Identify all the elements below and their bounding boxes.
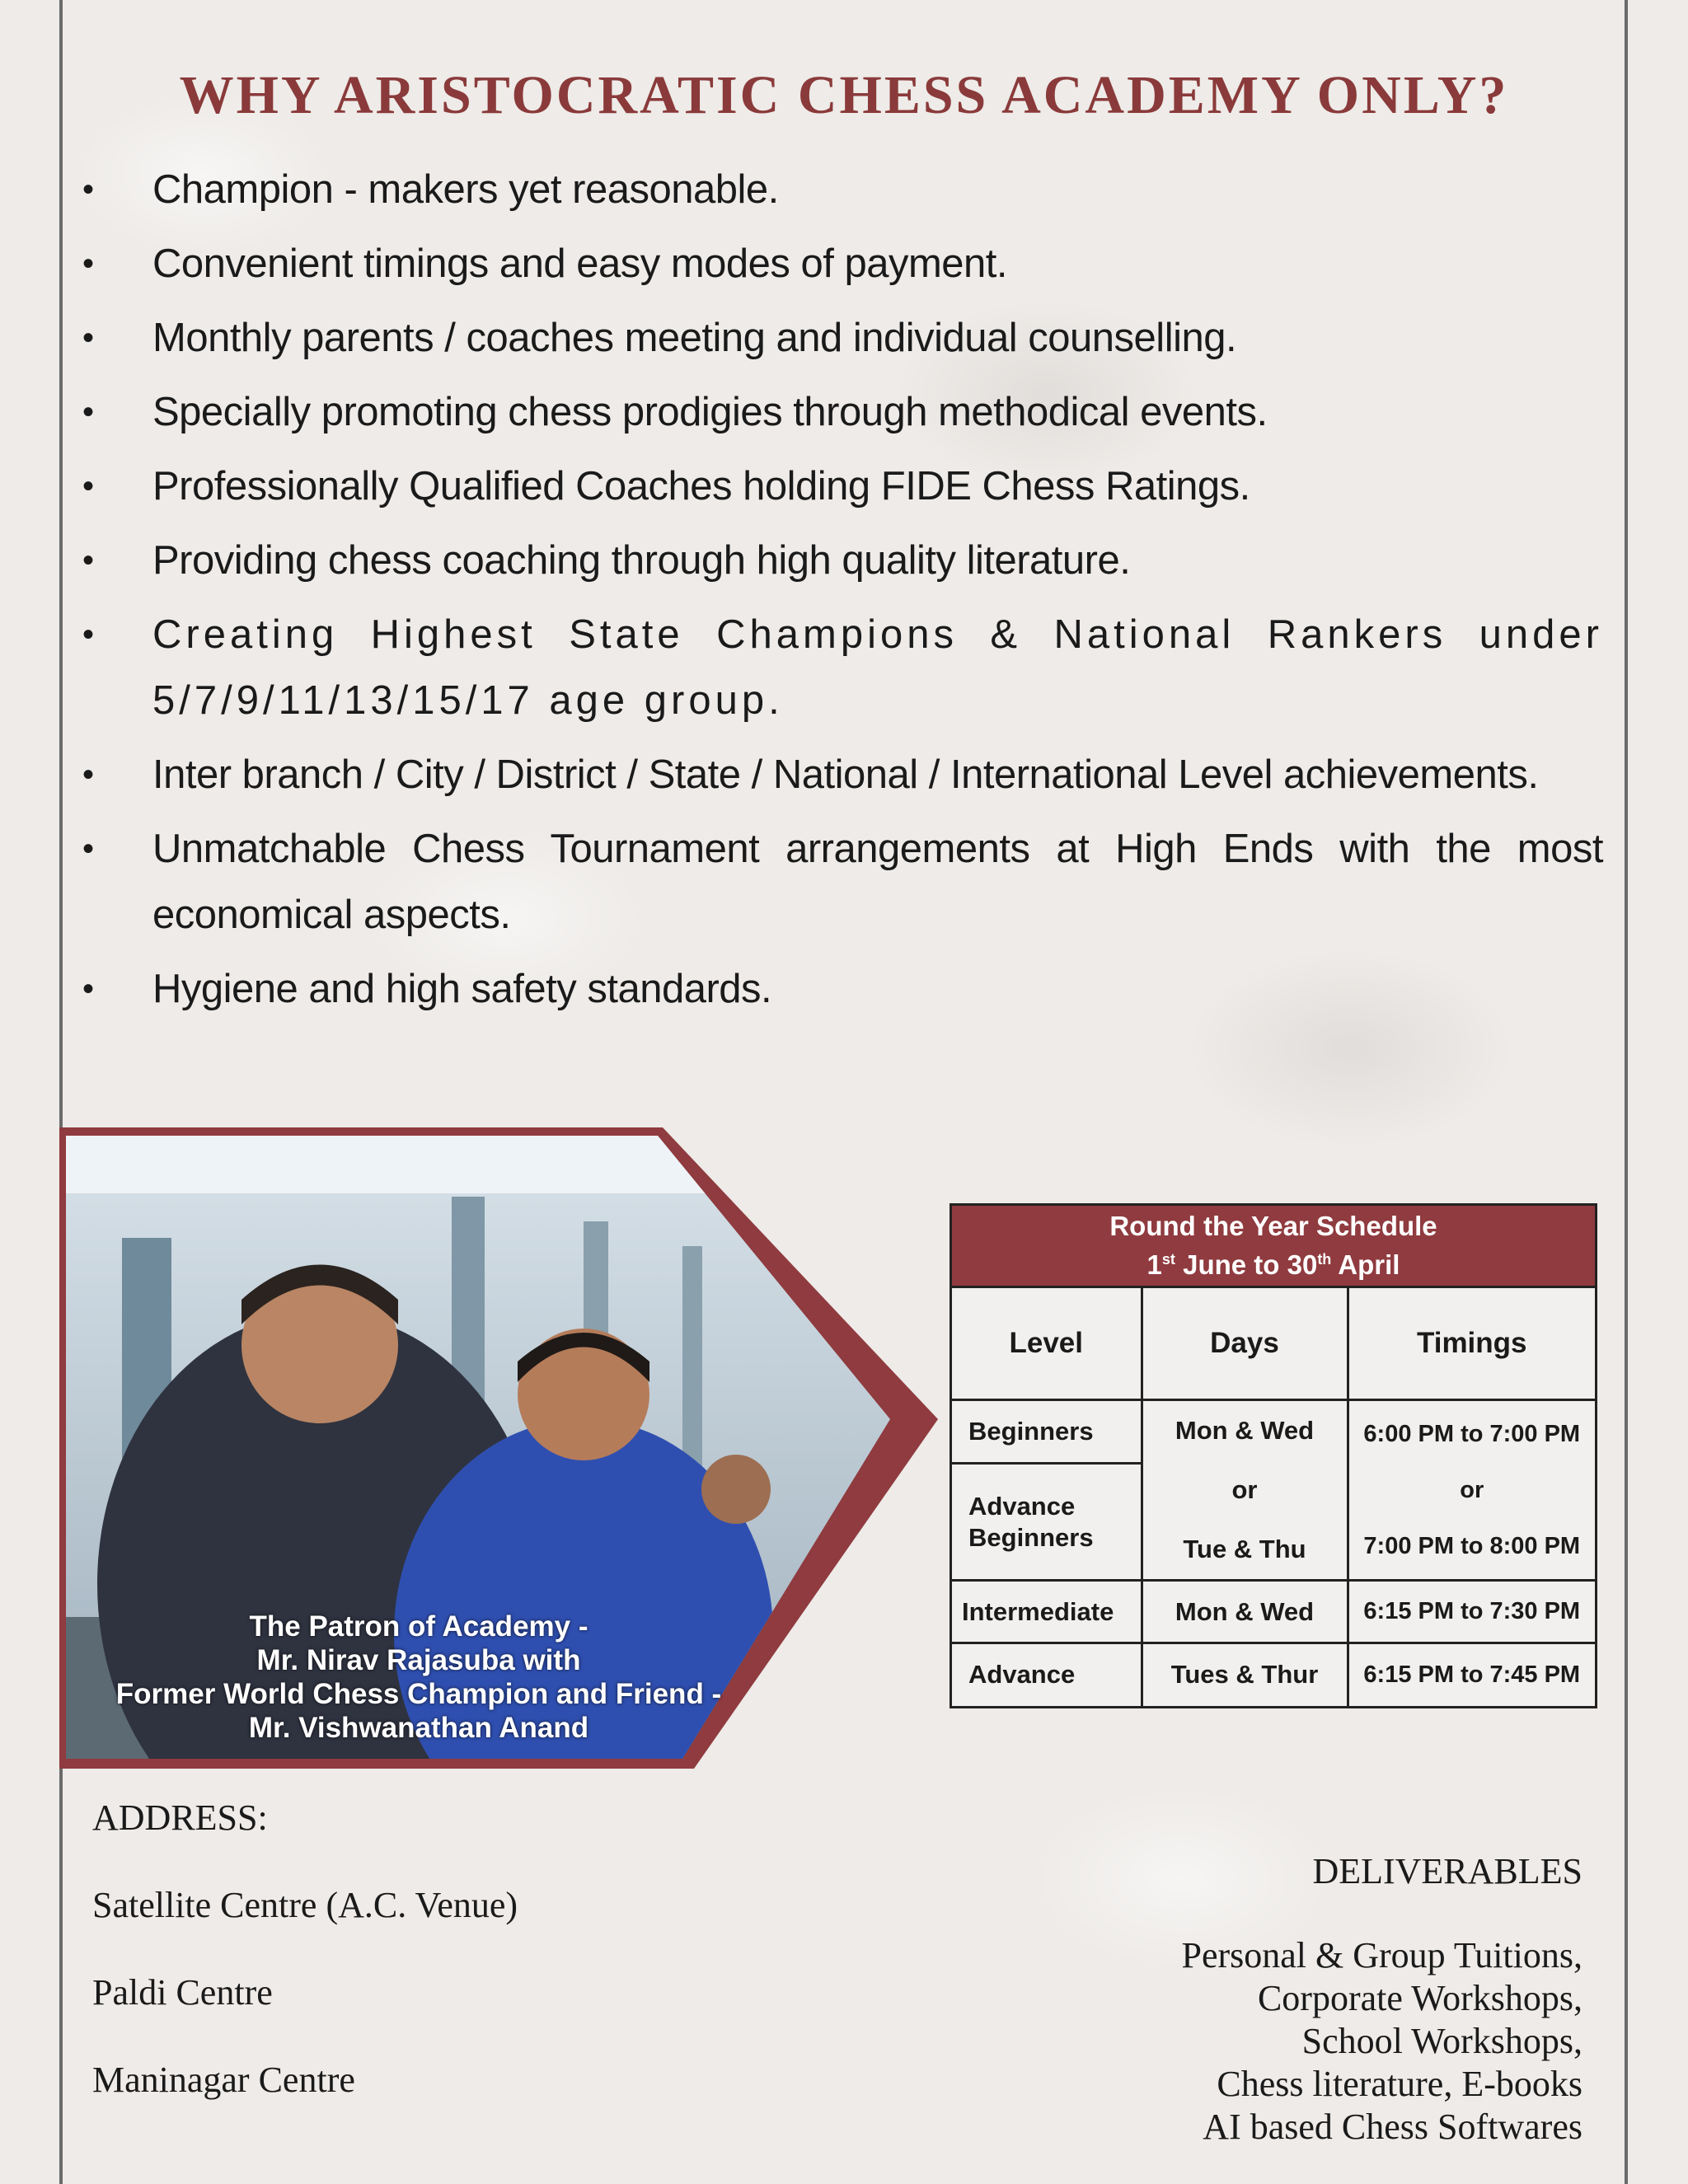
bullet-icon: • [82,542,94,579]
feature-item: • Convenient timings and easy modes of payment. [82,231,1603,297]
timings-cell: 6:15 PM to 7:45 PM [1348,1643,1595,1706]
bullet-icon: • [82,757,94,793]
feature-item: • Specially promoting chess prodigies through methodical events. [82,379,1603,445]
deliverable-item: Personal & Group Tuitions, [1181,1935,1582,1975]
deliverable-item: Chess literature, E-books [1217,2064,1582,2104]
level-cell: Advance [952,1643,1142,1706]
deliverable-item: Corporate Workshops, [1257,1978,1582,2018]
feature-item: • Unmatchable Chess Tournament arrangements at High Ends with the most economical aspects. [82,816,1603,948]
schedule-table [950,1203,1597,1708]
bullet-icon: • [82,468,94,504]
right-border-line [1625,0,1628,2184]
schedule-header: Round the Year Schedule 1st June to 30th April [952,1206,1595,1288]
centre-item: Maninagar Centre [92,2060,355,2100]
centre-item: Satellite Centre (A.C. Venue) [92,1885,518,1925]
deliverable-item: School Workshops, [1301,2021,1582,2061]
feature-item: • Professionally Qualified Coaches holding FIDE Chess Ratings. [82,453,1603,519]
patron-photo-panel [56,1122,946,1775]
days-cell: Tues & Thur [1142,1643,1348,1706]
bullet-icon: • [82,971,94,1007]
feature-item: • Inter branch / City / District / State / National / International Level achievements. [82,742,1603,808]
feature-item: • Hygiene and high safety standards. [82,956,1603,1022]
deliverables-title: DELIVERABLES [1312,1851,1582,1891]
feature-item: • Champion - makers yet reasonable. [82,157,1603,223]
level-header: Level [952,1288,1142,1400]
bullet-icon: • [82,246,94,282]
bullet-icon: • [82,831,94,867]
schedule-grid [952,1288,1595,1706]
bullet-icon: • [82,394,94,430]
bullet-icon: • [82,616,99,653]
days-cell: Mon & Wed or Tue & Thu [1142,1400,1348,1581]
level-cell: Beginners [952,1400,1142,1464]
timings-cell: 6:15 PM to 7:30 PM [1348,1581,1595,1643]
timings-cell: 6:00 PM to 7:00 PM or 7:00 PM to 8:00 PM [1348,1400,1595,1581]
level-cell: Intermediate [952,1581,1142,1643]
feature-item: • Monthly parents / coaches meeting and individual counselling. [82,305,1603,371]
timings-header: Timings [1348,1288,1595,1400]
centre-item: Paldi Centre [92,1972,273,2013]
deliverable-item: AI based Chess Softwares [1203,2107,1582,2147]
feature-item: • Creating Highest State Champions & National Rankers under 5/7/9/11/13/15/17 age group. [82,602,1603,733]
left-border-line [59,0,63,2184]
days-header: Days [1142,1288,1348,1400]
photo-caption: The Patron of Academy - Mr. Nirav Rajasuba with Former World Chess Champion and Friend - Mr. Vishwanathan Anand [115,1610,722,1744]
address-title: ADDRESS: [92,1797,268,1838]
page-heading: WHY ARISTOCRATIC CHESS ACADEMY ONLY? [179,65,1509,125]
features-list [82,157,1603,1030]
feature-item: • Providing chess coaching through high quality literature. [82,527,1603,593]
bullet-icon: • [82,320,94,356]
bullet-icon: • [82,171,94,208]
schedule-period: 1st June to 30th April [1146,1249,1400,1280]
days-cell: Mon & Wed [1142,1581,1348,1643]
deliverables-section [1181,1850,1582,2149]
level-cell: Advance Beginners [952,1464,1142,1581]
